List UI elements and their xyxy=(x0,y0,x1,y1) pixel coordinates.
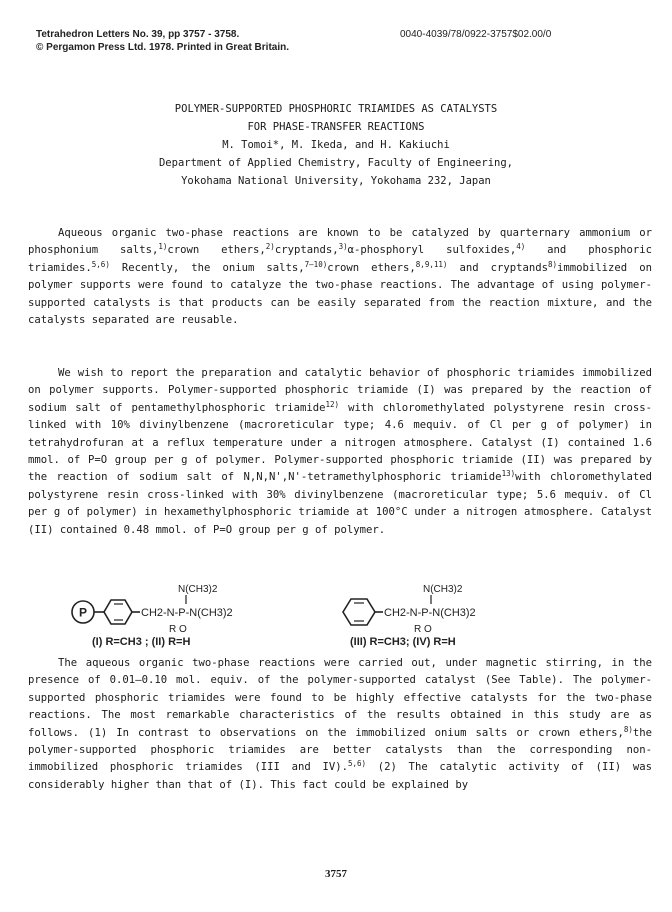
paragraph-3-text: The aqueous organic two-phase reactions were carried out, under magnetic stirring, in the presence of 0.01—0.10 mol. equiv. of the polymer-supported catalyst (See Table). The polymer-supported phosphoric triamides were found to be highly effective catalysts for the two-phase reactions. The most remarkable characteristics of the results obtained in this study are as follows. (1) In contrast to observations on the immobilized onium salts or crown ethers,$^{8)}$the polymer-supported phosphoric triamides are better catalysts than the corresponding non-immobilized phosphoric triamides (III and IV).$^{5,6)}$ (2) The catalytic activity of (II) was considerably higher than that of (I). This fact could be explained by xyxy=(28,657,652,791)
reference-superscript: 3) xyxy=(338,242,348,252)
reference-superscript: 13) xyxy=(501,469,516,479)
journal-header xyxy=(36,28,289,54)
page-number: 3757 xyxy=(325,868,347,880)
reference-superscript: 2) xyxy=(265,242,275,252)
reference-superscript: 4) xyxy=(516,242,526,252)
amide-chain: CH2-N-P-N(CH3)2 xyxy=(141,607,233,619)
affiliation-line-2: Yokohama National University, Yokohama 232, Japan xyxy=(181,175,491,187)
authors: M. Tomoi*, M. Ikeda, and H. Kakiuchi xyxy=(222,139,450,151)
dimethylamino-top: N(CH3)2 xyxy=(178,584,218,595)
title-line-2: FOR PHASE-TRANSFER REACTIONS xyxy=(247,121,425,133)
reference-superscript: 5,6) xyxy=(91,259,110,269)
article-code: 0040-4039/78/0922-3757$02.00/0 xyxy=(400,29,552,40)
publisher-line: © Pergamon Press Ltd. 1978. Printed in Great Britain. xyxy=(36,42,289,53)
caption-left: (I) R=CH3 ; (II) R=H xyxy=(92,636,191,648)
reference-superscript: 8) xyxy=(623,724,633,734)
paragraph-2-text: We wish to report the preparation and catalytic behavior of phosphoric triamides immobilized on polymer supports. Polymer-supported phosphoric triamide (I) was prepared by the reaction of sodium salt of pentamethylphosphoric triamide$^{12)}$ with chloromethylated polystyrene resin cross-linked with 10% divinylbenzene (macroreticular type; 4.6 mequiv. of Cl per g of polymer) in tetrahydrofuran at a reflux temperature under a nitrogen atmosphere. Catalyst (I) contained 1.6 mmol. of P=O group per g of polymer. Polymer-supported phosphoric triamide (II) was prepared by the reaction of sodium salt of N,N,N',N'-tetramethylphosphoric triamide$^{13)}$with chloromethylated polystyrene resin cross-linked with 30% divinylbenzene (macroreticular type; 5.6 mequiv. of Cl per g of polymer) in hexamethylphosphoric triamide at 100°C under a nitrogen atmosphere. Catalyst (II) contained 0.48 mmol. of P=O group per g of polymer. xyxy=(28,367,653,536)
structure-polymer-supported xyxy=(70,580,270,636)
substituents: R O xyxy=(169,624,187,635)
paragraph-results xyxy=(28,655,652,794)
dimethylamino-top: N(CH3)2 xyxy=(423,584,463,595)
title-block xyxy=(0,100,672,190)
reference-superscript: 5,6) xyxy=(347,759,367,769)
reference-superscript: 12) xyxy=(325,399,340,409)
reference-superscript: 8) xyxy=(548,259,558,269)
journal-line: Tetrahedron Letters No. 39, pp 3757 - 3758. xyxy=(36,29,240,40)
paragraph-1-text: Aqueous organic two-phase reactions are known to be catalyzed by quarternary ammonium or phosphonium salts,$^{1)}$crown ethers,$^{2)}$cryptands,$^{3)}$α-phosphoryl sulfoxides,$^{4)}$ and phosphoric triamides.$^{5,6)}$ Recently, the onium salts,$^{7—10)}$crown ethers,$^{8,9,11)}$ and cryptands$^{8)}$immobilized on polymer supports were found to catalyze the two-phase reactions. The advantage of using polymer-supported catalysts is that products can be easily separated from the reaction mixture, and the catalysts separated are reusable. xyxy=(28,227,652,327)
structure-non-immobilized xyxy=(335,580,535,636)
reference-superscript: 1) xyxy=(158,242,168,252)
amide-chain: CH2-N-P-N(CH3)2 xyxy=(384,607,476,619)
paragraph-preparation xyxy=(28,365,652,539)
polymer-label: P xyxy=(78,605,88,620)
reference-superscript: 7—10) xyxy=(304,259,328,269)
substituents: R O xyxy=(414,624,432,635)
caption-right: (III) R=CH3; (IV) R=H xyxy=(350,636,456,648)
paragraph-introduction xyxy=(28,225,652,329)
title-line-1: POLYMER-SUPPORTED PHOSPHORIC TRIAMIDES AS CATALYSTS xyxy=(174,103,498,115)
reference-superscript: 8,9,11) xyxy=(415,259,448,269)
affiliation-line-1: Department of Applied Chemistry, Faculty of Engineering, xyxy=(158,157,513,169)
